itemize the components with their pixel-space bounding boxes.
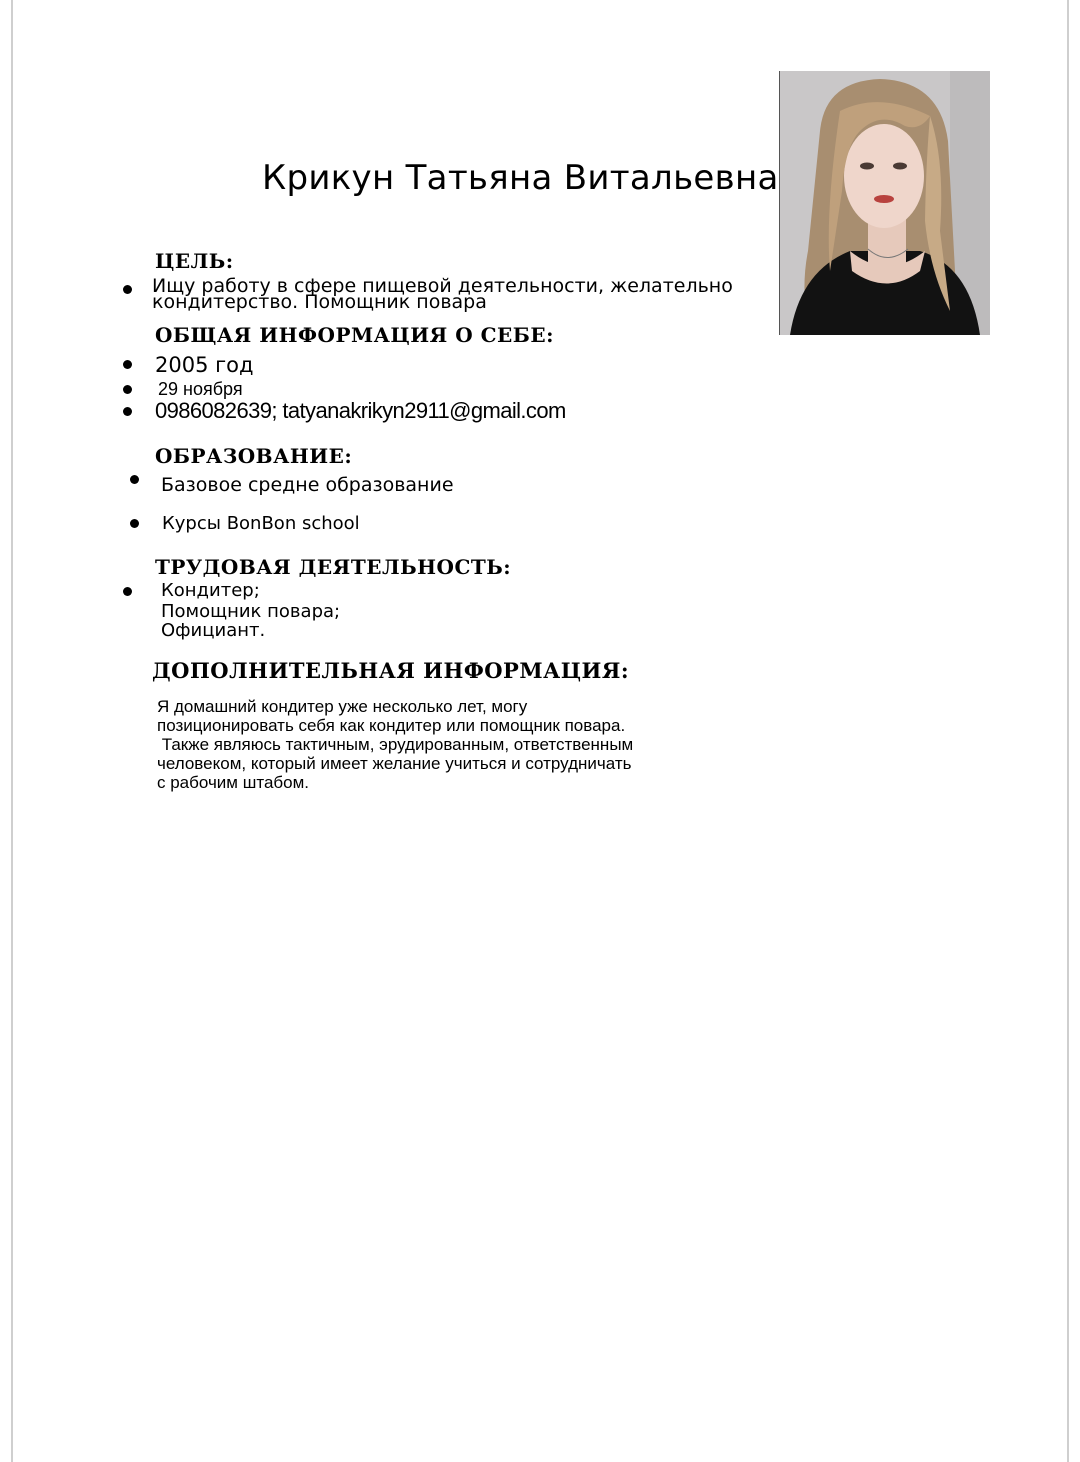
extra-line-3: Также являюсь тактичным, эрудированным, ответственным bbox=[157, 735, 634, 754]
contact-info: 0986082639; tatyanakrikyn2911@gmail.com bbox=[155, 398, 566, 423]
extra-line-2: позиционировать себя как кондитер или помощник повара. bbox=[157, 716, 626, 735]
general-bullet-year bbox=[123, 360, 132, 369]
general-bullet-contacts bbox=[123, 407, 132, 416]
education-item-2: Курсы BonBon school bbox=[162, 513, 360, 534]
extra-heading: ДОПОЛНИТЕЛЬНАЯ ИНФОРМАЦИЯ: bbox=[152, 658, 630, 683]
profile-photo-illustration bbox=[780, 71, 990, 335]
education-bullet-1 bbox=[130, 475, 139, 484]
birth-year: 2005 год bbox=[155, 353, 254, 377]
work-bullet bbox=[123, 587, 132, 596]
work-item-1: Кондитер; bbox=[161, 580, 260, 601]
general-heading: ОБЩАЯ ИНФОРМАЦИЯ О СЕБЕ: bbox=[155, 323, 555, 347]
goal-bullet bbox=[123, 285, 132, 294]
work-item-2: Помощник повара; bbox=[161, 601, 341, 622]
extra-paragraph bbox=[157, 697, 633, 792]
extra-line-1: Я домашний кондитер уже несколько лет, могу bbox=[157, 697, 528, 716]
profile-photo bbox=[779, 71, 990, 335]
goal-text-line1: Ищу работу в сфере пищевой деятельности, желательно bbox=[152, 275, 733, 297]
extra-line-5: с рабочим штабом. bbox=[157, 773, 310, 792]
goal-text-line2: кондитерство. Помощник повара bbox=[152, 291, 487, 313]
birth-date: 29 ноября bbox=[158, 379, 243, 399]
extra-line-4: человеком, который имеет желание учиться и сотрудничать bbox=[157, 754, 632, 773]
resume-name: Крикун Татьяна Витальевна bbox=[262, 158, 779, 198]
general-bullet-date bbox=[123, 385, 132, 394]
education-item-1: Базовое средне образование bbox=[161, 474, 454, 496]
education-bullet-2 bbox=[130, 519, 139, 528]
work-item-3: Официант. bbox=[161, 620, 266, 641]
education-heading: ОБРАЗОВАНИЕ: bbox=[155, 444, 353, 468]
goal-heading: ЦЕЛЬ: bbox=[155, 249, 234, 273]
page-right-edge bbox=[1067, 0, 1069, 1462]
page-left-edge bbox=[11, 0, 13, 1462]
work-heading: ТРУДОВАЯ ДЕЯТЕЛЬНОСТЬ: bbox=[155, 555, 512, 579]
